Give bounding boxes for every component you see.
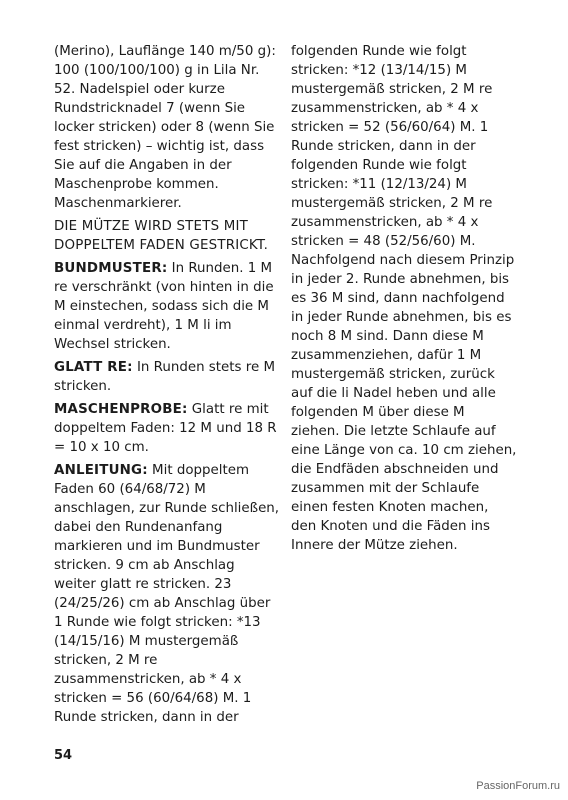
maschenprobe-label: MASCHENPROBE:	[54, 402, 188, 417]
maschenprobe-paragraph	[54, 400, 280, 457]
glatt-label: GLATT RE:	[54, 360, 133, 375]
note-paragraph: DIE MÜTZE WIRD STETS MIT DOPPELTEM FADEN GESTRICKT.	[54, 219, 269, 253]
intro-paragraph: (Merino), Lauflänge 140 m/50 g): 100 (100/100/100) g in Lila Nr. 52. Nadelspiel oder kurze Rundstricknadel 7 (wenn Sie locker stricken) oder 8 (wenn Sie fest stricken) – wichtig ist, dass Sie auf die Angaben in der Maschenprobe kommen. Maschenmarkierer.	[54, 44, 276, 211]
maschenprobe-text: Glatt re mit doppeltem Faden: 12 M und 18 R = 10 x 10 cm.	[54, 402, 277, 455]
anleitung-text: Mit doppeltem Faden 60 (64/68/72) M anschlagen, zur Runde schließen, dabei den Rundenanfang markieren und im Bundmuster stricken. 9 cm ab Anschlag weiter glatt re stricken. 23 (24/25/26) cm ab Anschlag über 1 Runde wie folgt stricken: *13 (14/15/16) M mustergemäß stricken, 2 M re zusammenstricken, ab * 4 x stricken = 56 (60/64/68) M. 1 Runde stricken, dann in der	[54, 463, 280, 725]
bundmuster-text: In Runden. 1 M re verschränkt (von hinten in die M einstechen, sodass sich die M einmal verdreht), 1 M li im Wechsel stricken.	[54, 261, 274, 352]
right-column	[291, 42, 517, 555]
bundmuster-label: BUNDMUSTER:	[54, 261, 168, 276]
anleitung-label: ANLEITUNG:	[54, 463, 148, 478]
bundmuster-paragraph	[54, 259, 280, 354]
page-number: 54	[54, 748, 73, 763]
left-column	[54, 42, 280, 727]
glatt-text: In Runden stets re M stricken.	[54, 360, 276, 394]
instructions-continued: folgenden Runde wie folgt stricken: *12 (13/14/15) M mustergemäß stricken, 2 M re zusammenstricken, ab * 4 x stricken = 52 (56/60/64) M. 1 Runde stricken, dann in der folgenden Runde wie folgt stricken: *11 (12/13/24) M mustergemäß stricken, 2 M re zusammenstricken, ab * 4 x stricken = 48 (52/56/60) M. Nachfolgend nach diesem Prinzip in jeder 2. Runde abnehmen, bis es 36 M sind, dann nachfolgend in jeder Runde abnehmen, bis es noch 8 M sind. Dann diese M zusammenziehen, dafür 1 M mustergemäß stricken, zurück auf die li Nadel heben und alle folgenden M über diese M ziehen. Die letzte Schlaufe auf eine Länge von ca. 10 cm ziehen, die Endfäden abschneiden und zusammen mit der Schlaufe einen festen Knoten machen, den Knoten und die Fäden ins Innere der Mütze ziehen.	[291, 44, 517, 553]
anleitung-paragraph	[54, 461, 280, 727]
glatt-paragraph	[54, 358, 280, 396]
watermark: PassionForum.ru	[476, 780, 560, 792]
